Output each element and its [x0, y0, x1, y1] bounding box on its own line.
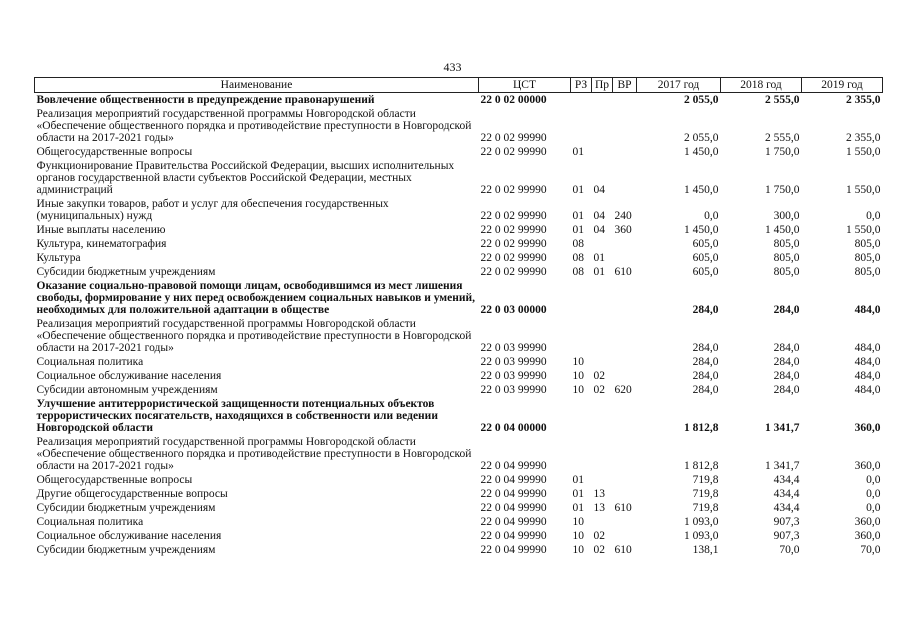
cell-pr: 04 [593, 224, 605, 236]
table-header-row [35, 78, 883, 93]
cell-name: Функционирование Правительства Российской Федерации, высших исполнительных органов государственной власти субъектов Российской Федерации, местных администраций [36, 160, 455, 196]
cell-2019: 0,0 [866, 502, 881, 514]
cell-rz: 01 [572, 224, 584, 236]
cell-rz: 01 [572, 488, 584, 500]
cell-2018: 907,3 [773, 530, 800, 542]
cell-vr [613, 93, 637, 108]
cell-2018: 434,4 [773, 488, 800, 500]
cell-2018: 284,0 [773, 356, 800, 368]
cell-cst: 22 0 02 99990 [480, 146, 547, 158]
cell-pr [592, 473, 613, 487]
table-row [35, 197, 883, 223]
cell-rz: 10 [572, 370, 584, 382]
table-row [35, 369, 883, 383]
col-header-2018: 2018 год [721, 78, 802, 93]
cell-2017: 719,8 [692, 474, 719, 486]
cell-vr [613, 529, 637, 543]
cell-2019: 360,0 [854, 422, 881, 434]
cell-vr [613, 279, 637, 317]
cell-rz: 10 [572, 530, 584, 542]
cell-pr: 01 [593, 252, 605, 264]
col-header-rz: РЗ [571, 78, 592, 93]
cell-2017: 284,0 [692, 356, 719, 368]
cell-2018: 284,0 [773, 370, 800, 382]
cell-pr: 01 [593, 266, 605, 278]
cell-name: Реализация мероприятий государственной программы Новгородской области «Обеспечение общественного порядка и противодействие преступности в Новгородской области на 2017-2021 годы» [36, 436, 472, 472]
cell-rz [571, 93, 592, 108]
cell-2018: 284,0 [773, 384, 800, 396]
cell-2019: 360,0 [854, 460, 881, 472]
cell-vr [613, 397, 637, 435]
cell-pr: 13 [593, 502, 605, 514]
cell-2019: 805,0 [854, 238, 881, 250]
cell-2019: 484,0 [854, 356, 881, 368]
cell-2018: 284,0 [773, 304, 800, 316]
cell-2019: 70,0 [860, 544, 881, 556]
cell-vr [613, 435, 637, 473]
cell-2018: 300,0 [773, 210, 800, 222]
cell-cst: 22 0 04 99990 [480, 516, 547, 528]
cell-2018: 2 555,0 [765, 132, 800, 144]
cell-pr [592, 515, 613, 529]
table-row [35, 487, 883, 501]
cell-2017: 284,0 [692, 384, 719, 396]
cell-cst: 22 0 03 99990 [480, 342, 547, 354]
cell-2017: 284,0 [692, 342, 719, 354]
cell-2018: 907,3 [773, 516, 800, 528]
cell-cst: 22 0 02 99990 [480, 184, 547, 196]
cell-pr: 02 [593, 384, 605, 396]
cell-2018: 434,4 [773, 502, 800, 514]
cell-2018: 1 341,7 [765, 422, 800, 434]
cell-2018: 70,0 [779, 544, 800, 556]
cell-2018: 1 341,7 [765, 460, 800, 472]
cell-pr [592, 237, 613, 251]
cell-2017: 1 093,0 [684, 516, 719, 528]
cell-cst: 22 0 04 99990 [480, 488, 547, 500]
cell-2018: 805,0 [773, 238, 800, 250]
col-header-name: Наименование [35, 78, 479, 93]
cell-rz [571, 279, 592, 317]
cell-vr [613, 145, 637, 159]
cell-2019: 805,0 [854, 252, 881, 264]
cell-rz [571, 435, 592, 473]
cell-2017: 2 055,0 [684, 94, 719, 106]
cell-vr [613, 107, 637, 145]
cell-2019: 2 355,0 [846, 132, 881, 144]
cell-rz: 01 [572, 184, 584, 196]
cell-rz: 10 [572, 544, 584, 556]
cell-vr: 360 [614, 224, 632, 236]
cell-2019: 0,0 [866, 210, 881, 222]
page-number: 433 [443, 60, 462, 74]
cell-rz: 08 [572, 238, 584, 250]
cell-name: Иные закупки товаров, работ и услуг для обеспечения государственных (муниципальных) нужд [36, 198, 389, 222]
cell-vr: 620 [614, 384, 632, 396]
cell-name: Социальное обслуживание населения [36, 370, 222, 382]
cell-cst: 22 0 04 99990 [480, 502, 547, 514]
cell-cst: 22 0 04 99990 [480, 530, 547, 542]
cell-name: Общегосударственные вопросы [36, 146, 193, 158]
cell-cst: 22 0 04 99990 [480, 544, 547, 556]
cell-2018: 1 750,0 [765, 146, 800, 158]
cell-2017: 2 055,0 [684, 132, 719, 144]
cell-cst: 22 0 03 00000 [480, 304, 547, 316]
cell-pr: 02 [593, 544, 605, 556]
cell-name: Субсидии бюджетным учреждениям [36, 544, 216, 556]
cell-cst: 22 0 02 99990 [480, 132, 547, 144]
col-header-cst: ЦСТ [479, 78, 571, 93]
cell-2019: 1 550,0 [846, 224, 881, 236]
cell-pr [592, 317, 613, 355]
cell-2017: 1 450,0 [684, 146, 719, 158]
cell-vr [613, 355, 637, 369]
cell-2017: 605,0 [692, 238, 719, 250]
table-row [35, 237, 883, 251]
cell-name: Общегосударственные вопросы [36, 474, 193, 486]
table-row [35, 279, 883, 317]
table-row [35, 383, 883, 397]
cell-2017: 719,8 [692, 488, 719, 500]
cell-cst: 22 0 02 99990 [480, 238, 547, 250]
cell-name: Другие общегосударственные вопросы [36, 488, 228, 500]
cell-pr [592, 435, 613, 473]
cell-name: Субсидии бюджетным учреждениям [36, 266, 216, 278]
cell-2017: 284,0 [692, 370, 719, 382]
cell-2018: 2 555,0 [765, 94, 800, 106]
cell-vr [613, 159, 637, 197]
cell-pr [592, 279, 613, 317]
cell-cst: 22 0 02 99990 [480, 252, 547, 264]
cell-name: Улучшение антитеррористической защищенности потенциальных объектов террористических посягательств, находящихся в собственности или ведении Новгородской области [36, 398, 438, 434]
cell-vr [613, 487, 637, 501]
cell-name: Иные выплаты населению [36, 224, 166, 236]
table-row [35, 93, 883, 108]
table-body [35, 93, 883, 558]
cell-2018: 284,0 [773, 342, 800, 354]
cell-pr: 04 [593, 184, 605, 196]
cell-cst: 22 0 03 99990 [480, 384, 547, 396]
col-header-2019: 2019 год [802, 78, 883, 93]
cell-2017: 719,8 [692, 502, 719, 514]
cell-cst: 22 0 03 99990 [480, 356, 547, 368]
table-row [35, 107, 883, 145]
cell-name: Социальная политика [36, 516, 144, 528]
cell-pr [592, 93, 613, 108]
cell-rz: 10 [572, 356, 584, 368]
cell-pr: 13 [593, 488, 605, 500]
cell-name: Культура [36, 252, 81, 264]
col-header-2017: 2017 год [637, 78, 721, 93]
table-row [35, 355, 883, 369]
cell-vr [613, 515, 637, 529]
cell-pr: 02 [593, 370, 605, 382]
cell-2019: 360,0 [854, 516, 881, 528]
cell-2019: 484,0 [854, 304, 881, 316]
cell-cst: 22 0 04 99990 [480, 474, 547, 486]
cell-2017: 0,0 [704, 210, 719, 222]
cell-vr: 610 [614, 266, 632, 278]
table-row [35, 159, 883, 197]
cell-rz [571, 107, 592, 145]
cell-2017: 1 450,0 [684, 184, 719, 196]
cell-name: Социальная политика [36, 356, 144, 368]
cell-pr: 04 [593, 210, 605, 222]
table-row [35, 265, 883, 279]
cell-2017: 605,0 [692, 252, 719, 264]
cell-name: Вовлечение общественности в предупреждение правонарушений [36, 94, 375, 106]
cell-2018: 805,0 [773, 252, 800, 264]
cell-pr [592, 145, 613, 159]
cell-name: Реализация мероприятий государственной программы Новгородской области «Обеспечение общественного порядка и противодействие преступности в Новгородской области на 2017-2021 годы» [36, 108, 472, 144]
cell-2018: 1 750,0 [765, 184, 800, 196]
cell-pr [592, 355, 613, 369]
cell-vr [613, 251, 637, 265]
cell-cst: 22 0 03 99990 [480, 370, 547, 382]
cell-cst: 22 0 04 00000 [480, 422, 547, 434]
cell-name: Субсидии автономным учреждениям [36, 384, 218, 396]
cell-2019: 2 355,0 [846, 94, 881, 106]
cell-vr [613, 369, 637, 383]
cell-vr: 610 [614, 502, 632, 514]
table-row [35, 473, 883, 487]
table-row [35, 435, 883, 473]
table-row [35, 251, 883, 265]
cell-vr: 240 [614, 210, 632, 222]
table-row [35, 317, 883, 355]
cell-name: Социальное обслуживание населения [36, 530, 222, 542]
cell-2017: 1 812,8 [684, 422, 719, 434]
table-row [35, 515, 883, 529]
cell-2017: 1 812,8 [684, 460, 719, 472]
cell-rz [571, 317, 592, 355]
col-header-vr: ВР [613, 78, 637, 93]
cell-rz: 01 [572, 474, 584, 486]
cell-name: Реализация мероприятий государственной программы Новгородской области «Обеспечение общественного порядка и противодействие преступности в Новгородской области на 2017-2021 годы» [36, 318, 472, 354]
col-header-pr: Пр [592, 78, 613, 93]
cell-2017: 138,1 [692, 544, 719, 556]
cell-rz: 08 [572, 252, 584, 264]
cell-name: Культура, кинематография [36, 238, 167, 250]
cell-2019: 1 550,0 [846, 146, 881, 158]
cell-vr [613, 317, 637, 355]
cell-2018: 805,0 [773, 266, 800, 278]
cell-2019: 360,0 [854, 530, 881, 542]
cell-2019: 1 550,0 [846, 184, 881, 196]
table-row [35, 223, 883, 237]
cell-rz: 01 [572, 502, 584, 514]
table-row [35, 543, 883, 557]
cell-rz: 08 [572, 266, 584, 278]
cell-cst: 22 0 02 00000 [480, 94, 547, 106]
table-row [35, 145, 883, 159]
cell-pr [592, 107, 613, 145]
cell-2017: 1 450,0 [684, 224, 719, 236]
cell-2017: 1 093,0 [684, 530, 719, 542]
cell-rz: 10 [572, 384, 584, 396]
cell-rz: 01 [572, 210, 584, 222]
cell-2019: 484,0 [854, 370, 881, 382]
cell-rz: 01 [572, 146, 584, 158]
cell-2018: 434,4 [773, 474, 800, 486]
cell-rz [571, 397, 592, 435]
cell-vr [613, 237, 637, 251]
table-row [35, 529, 883, 543]
cell-rz: 10 [572, 516, 584, 528]
cell-2018: 1 450,0 [765, 224, 800, 236]
table-row [35, 501, 883, 515]
cell-cst: 22 0 02 99990 [480, 266, 547, 278]
cell-vr: 610 [614, 544, 632, 556]
cell-2017: 284,0 [692, 304, 719, 316]
cell-2017: 605,0 [692, 266, 719, 278]
cell-2019: 484,0 [854, 342, 881, 354]
cell-cst: 22 0 02 99990 [480, 210, 547, 222]
table-row [35, 397, 883, 435]
cell-name: Субсидии бюджетным учреждениям [36, 502, 216, 514]
cell-cst: 22 0 02 99990 [480, 224, 547, 236]
cell-2019: 484,0 [854, 384, 881, 396]
cell-pr [592, 397, 613, 435]
cell-vr [613, 473, 637, 487]
cell-name: Оказание социально-правовой помощи лицам, освободившимся из мест лишения свободы, формирование у них перед освобождением социальных навыков и умений, необходимых для положительной адаптации в обществе [36, 280, 475, 316]
budget-table [34, 77, 883, 557]
cell-2019: 0,0 [866, 488, 881, 500]
cell-cst: 22 0 04 99990 [480, 460, 547, 472]
cell-2019: 805,0 [854, 266, 881, 278]
cell-2019: 0,0 [866, 474, 881, 486]
cell-pr: 02 [593, 530, 605, 542]
